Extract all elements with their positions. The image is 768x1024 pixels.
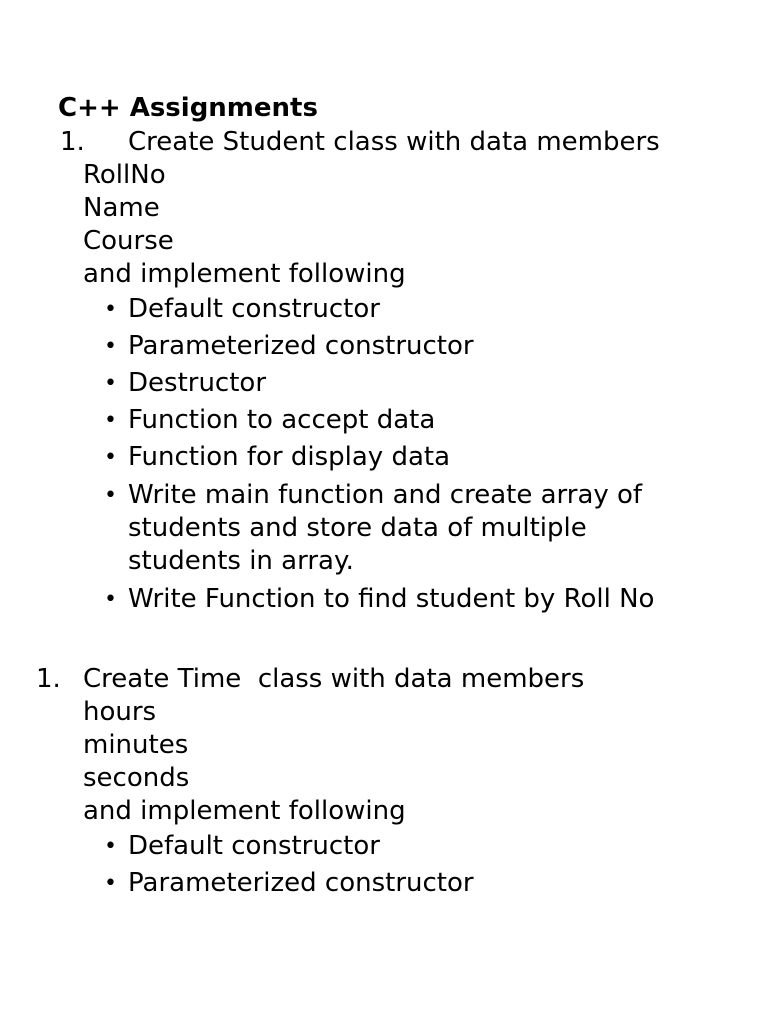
bullet-icon: •: [104, 871, 117, 896]
bullet-icon: •: [104, 587, 117, 612]
assignment-1-item: Function for display data: [128, 442, 451, 472]
bullet-icon: •: [104, 297, 117, 322]
assignment-1-item: Write Function to find student by Roll No: [128, 584, 655, 614]
bullet-icon: •: [104, 334, 117, 359]
bullet-icon: •: [104, 408, 117, 433]
assignment-1-number: 1.: [60, 127, 85, 157]
assignment-1-member-name: Name: [83, 193, 160, 223]
assignment-1-item: Parameterized constructor: [128, 331, 474, 361]
bullet-icon: •: [104, 445, 117, 470]
bullet-icon: •: [104, 483, 117, 508]
assignment-1-item: Function to accept data: [128, 405, 436, 435]
assignment-1-item: Destructor: [128, 368, 267, 398]
assignment-1-member-course: Course: [83, 226, 174, 256]
assignment-2-heading: Create Time class with data members: [83, 664, 585, 694]
assignment-2-member-minutes: minutes: [83, 730, 189, 760]
assignment-2-member-seconds: seconds: [83, 763, 190, 793]
assignment-2-number: 1.: [36, 664, 61, 694]
assignment-2-implement-label: and implement following: [83, 796, 406, 826]
assignment-2-item: Default constructor: [128, 831, 380, 861]
assignment-1-implement-label: and implement following: [83, 259, 406, 289]
assignment-1-heading: Create Student class with data members: [128, 127, 660, 157]
assignment-1-item: Write main function and create array of students and store data of multiple students in array.: [128, 480, 643, 576]
assignment-2-member-hours: hours: [83, 697, 157, 727]
bullet-icon: •: [104, 834, 117, 859]
bullet-icon: •: [104, 371, 117, 396]
assignment-2-item: Parameterized constructor: [128, 868, 474, 898]
assignment-1-member-rollno: RollNo: [83, 160, 166, 190]
assignment-1-item: Default constructor: [128, 294, 380, 324]
page-title: C++ Assignments: [58, 93, 318, 123]
